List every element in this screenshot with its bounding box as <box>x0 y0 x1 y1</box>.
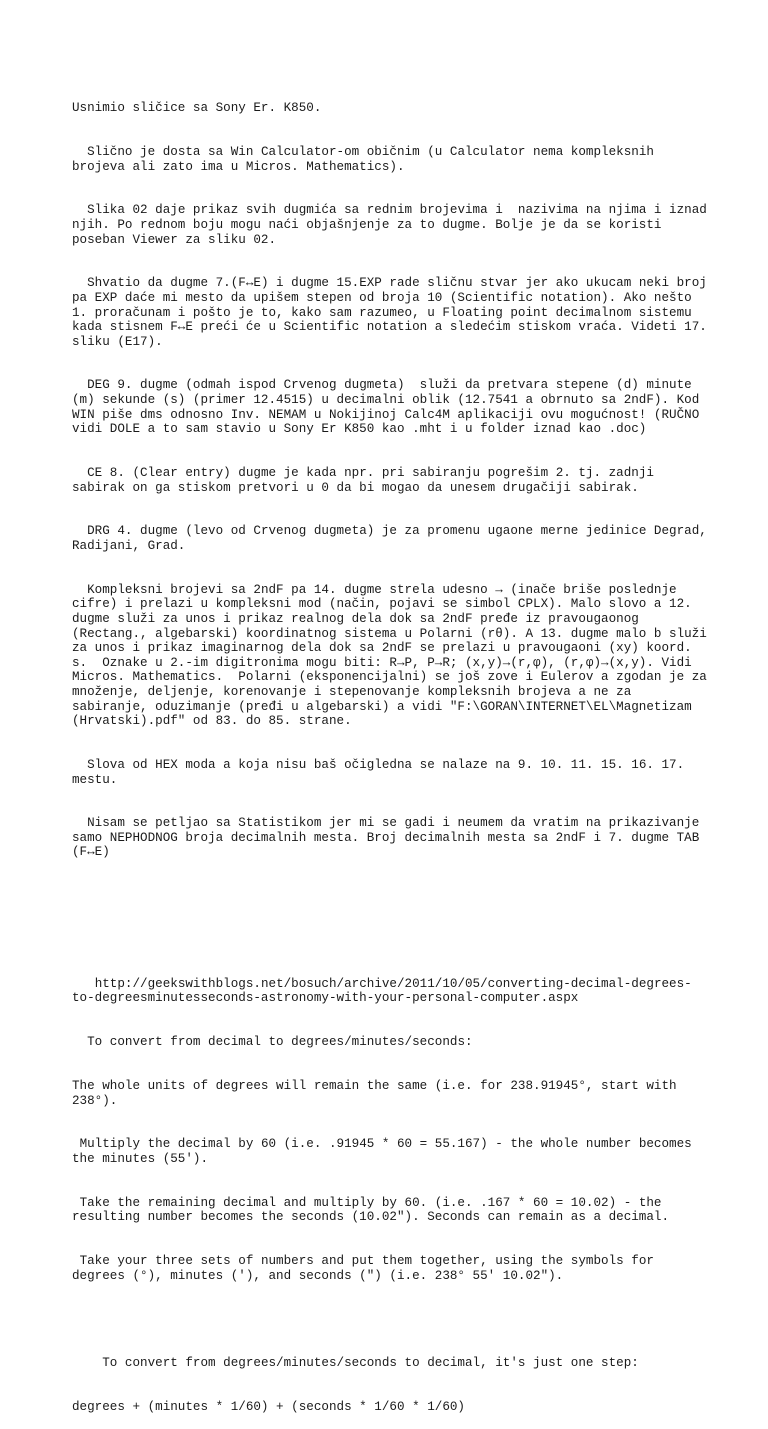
blank-line <box>72 933 712 948</box>
step-minutes: Multiply the decimal by 60 (i.e. .91945 * 60 = 55.167) - the whole number becomes the minutes (55'). <box>72 1137 700 1166</box>
formula-dms-to-decimal: degrees + (minutes * 1/60) + (seconds * 1/60 * 1/60) <box>72 1400 465 1415</box>
heading-decimal-to-dms: To convert from decimal to degrees/minutes/seconds: <box>72 1035 473 1050</box>
step-seconds: Take the remaining decimal and multiply by 60. (i.e. .167 * 60 = 10.02) - the resulting number becomes the seconds (10.02"). Seconds can remain as a decimal. <box>72 1195 670 1225</box>
blank-line <box>72 1312 712 1327</box>
paragraph-win-calculator: Slično je dosta sa Win Calculator-om običnim (u Calculator nema kompleksnih brojeva ali zato ima u Micros. Mathematics). <box>72 144 662 174</box>
paragraph-complex-numbers: Kompleksni brojevi sa 2ndF pa 14. dugme strela udesno → (inače briše poslednje cifre) i prelazi u kompleksni mod (način, pojavi se simbol CPLX). Malo slovo a 12. dugme služi za unos i prikaz realnog dela dok sa 2ndF pređe iz pravougaonog (Rectang., algebarski) koordinatnog sistema u Polarni (rθ). A 13. dugme malo b služi za unos i prikaz imaginarnog dela dok sa 2ndF se prelazi u pravougaoni (xy) koord. s. Oznake u 2.-im digitronima mogu biti: R→P, P→R; (x,y)→(r,φ), (r,φ)→(x,y). Vidi Micros. Mathematics. Polarni (eksponencijalni) se još zove i Eulerov a zgodan je za množenje, deljenje, korenovanje i stepenovanje kompleksnih brojeva a ne za sabiranje, oduzimanje (pređi u algebarski) a vidi "F:\GORAN\INTERNET\EL\Magnetizam (Hrvatski).pdf" od 83. do 85. strane. <box>72 582 715 729</box>
paragraph-statistics: Nisam se petljao sa Statistikom jer mi se gadi i neumem da vratim na prikazivanje samo NEPHODNOG broja decimalnih mesta. Broj decimalnih mesta sa 2ndF i 7. dugme TAB (F↔E) <box>72 816 707 860</box>
heading-dms-to-decimal: To convert from degrees/minutes/seconds to decimal, it's just one step: <box>72 1356 639 1371</box>
document-body <box>72 72 715 1429</box>
paragraph-device: Usnimio sličice sa Sony Er. K850. <box>72 101 322 116</box>
paragraph-slika-02: Slika 02 daje prikaz svih dugmića sa rednim brojevima i nazivima na njima i iznad njih. Po rednom boju mogu naći objašnjenje za to dugme. Bolje je da se koristi poseban Viewer za sliku 02. <box>72 203 715 247</box>
source-url: http://geekswithblogs.net/bosuch/archive/2011/10/05/converting-decimal-degrees-to-degreesminutesseconds-astronomy-with-your-personal-computer.aspx <box>72 976 692 1006</box>
paragraph-drg: DRG 4. dugme (levo od Crvenog dugmeta) je za promenu ugaone merne jedinice Degrad, Radijani, Grad. <box>72 524 715 553</box>
paragraph-deg: DEG 9. dugme (odmah ispod Crvenog dugmeta) služi da pretvara stepene (d) minute (m) sekunde (s) (primer 12.4515) u decimalni oblik (12.7541 a obrnuto sa 2ndF). Kod WIN piše dms odnosno Inv. NEMAM u Nokijinoj Calc4M aplikaciji ovu mogućnost! (RUČNO vidi DOLE a to sam stavio u Sony Er K850 kao .mht i u folder iznad kao .doc) <box>72 378 707 437</box>
step-combine: Take your three sets of numbers and put them together, using the symbols for degrees (°), minutes (′), and seconds (") (i.e. 238° 55' 10.02"). <box>72 1254 662 1283</box>
paragraph-hex: Slova od HEX moda a koja nisu baš očigledna se nalaze na 9. 10. 11. 15. 16. 17. mestu. <box>72 757 692 787</box>
step-whole-degrees: The whole units of degrees will remain the same (i.e. for 238.91945°, start with 238°). <box>72 1078 685 1108</box>
paragraph-f-e-exp: Shvatio da dugme 7.(F↔E) i dugme 15.EXP rade sličnu stvar jer ako ukucam neki broj pa EXP daće mi mesto da upišem stepen od broja 10 (Scientific notation). Ako nešto 1. proračunam i pošto je to, kako sam razumeo, u Floating point decimalnom sistemu kada stisnem F↔E preći će u Scientific notation a sledećim stiskom vraća. Videti 17. sliku (E17). <box>72 276 715 349</box>
paragraph-ce: CE 8. (Clear entry) dugme je kada npr. pri sabiranju pogrešim 2. tj. zadnji sabirak on ga stiskom pretvori u 0 da bi mogao da unesem drugačiji sabirak. <box>72 466 662 495</box>
blank-line <box>72 889 712 904</box>
